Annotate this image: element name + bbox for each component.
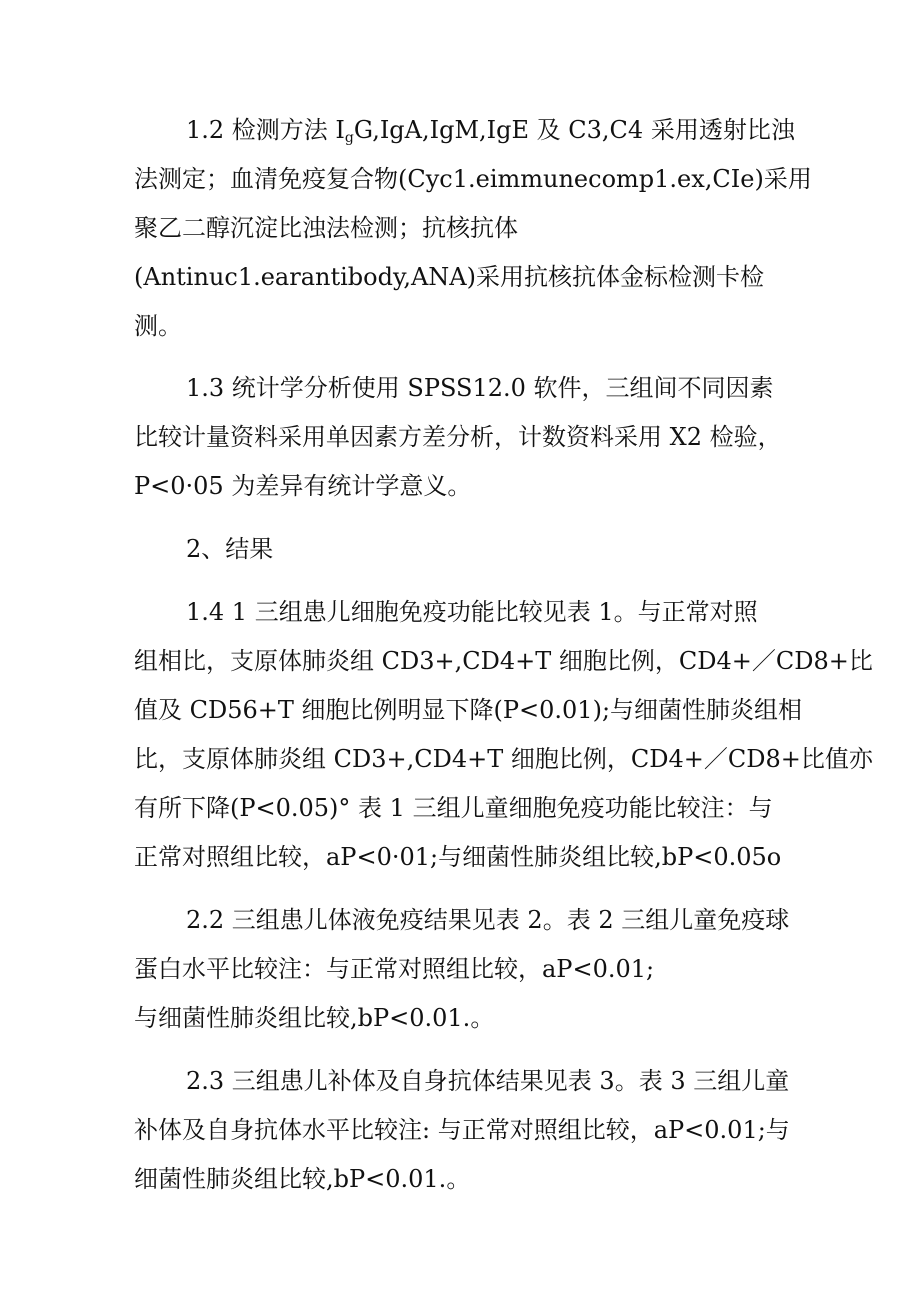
- paragraph-1-4-line-5: 有所下降(P<0.05)° 表 1 三组儿童细胞免疫功能比较注：与: [134, 794, 773, 822]
- paragraph-1-2-line-1: [0, 108, 920, 152]
- text-segment: 1.2 检测方法 I: [186, 116, 345, 144]
- paragraph-2-2-line-1: 2.2 三组患儿体液免疫结果见表 2。表 2 三组儿童免疫球: [186, 906, 790, 934]
- paragraph-1-4-line-3: 值及 CD56+T 细胞比例明显下降(P<0.01);与细菌性肺炎组相: [134, 696, 803, 724]
- paragraph-1-4-line-1: 1.4 1 三组患儿细胞免疫功能比较见表 1。与正常对照: [186, 598, 758, 626]
- paragraph-1-2-line-4: (Antinuc1.earantibody,ANA)采用抗核抗体金标检测卡检: [134, 263, 764, 291]
- paragraph-1-2-line-2: 法测定；血清免疫复合物(Cyc1.eimmunecomp1.ex,CIe)采用: [134, 165, 812, 193]
- paragraph-2-3-line-2: 补体及自身抗体水平比较注: 与正常对照组比较，aP<0.01;与: [134, 1116, 790, 1144]
- paragraph-2-3-line-3: 细菌性肺炎组比较,bP<0.01.。: [134, 1165, 471, 1193]
- paragraph-1-2-line-3: 聚乙二醇沉淀比浊法检测；抗核抗体: [134, 214, 518, 242]
- paragraph-1-4-line-2: 组相比，支原体肺炎组 CD3+,CD4+T 细胞比例，CD4+／CD8+比: [134, 647, 873, 675]
- paragraph-2-2-line-3: 与细菌性肺炎组比较,bP<0.01.。: [134, 1004, 495, 1032]
- paragraph-1-4-line-4: 比，支原体肺炎组 CD3+,CD4+T 细胞比例，CD4+／CD8+比值亦: [134, 745, 873, 773]
- section-heading-results: 2、结果: [186, 535, 274, 563]
- paragraph-2-2-line-2: 蛋白水平比较注：与正常对照组比较，aP<0.01;: [134, 955, 655, 983]
- paragraph-1-2-line-5: 测。: [134, 312, 182, 340]
- subscript-g: g: [344, 130, 354, 146]
- text-segment: G,IgA,IgM,IgE 及 C3,C4 采用透射比浊: [353, 116, 795, 144]
- paragraph-1-3-line-1: 1.3 统计学分析使用 SPSS12.0 软件，三组间不同因素: [186, 374, 774, 402]
- paragraph-1-4-line-6: 正常对照组比较，aP<0·01;与细菌性肺炎组比较,bP<0.05o: [134, 843, 782, 871]
- paragraph-1-3-line-3: P<0·05 为差异有统计学意义。: [134, 472, 472, 500]
- paragraph-2-3-line-1: 2.3 三组患儿补体及自身抗体结果见表 3。表 3 三组儿童: [186, 1067, 790, 1095]
- paragraph-1-3-line-2: 比较计量资料采用单因素方差分析，计数资料采用 X2 检验，: [134, 423, 782, 451]
